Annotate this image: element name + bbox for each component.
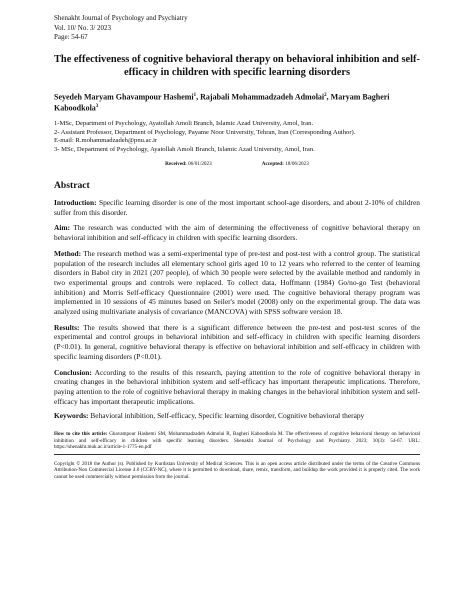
author-affiliation-number: 3 [95, 104, 99, 110]
journal-volume: Vol. 10/ No. 3/ 2023 [54, 23, 112, 32]
affiliation-3: 3- MSc, Department of Psychology, Ayatollah Amoli Branch, Islamic Azad University, Amol, Iran. [54, 146, 315, 154]
received-label: Received: [165, 161, 187, 167]
author-affiliation-number: 2 [324, 92, 327, 98]
section-label: Method: [54, 248, 82, 258]
author-separator: , [326, 92, 331, 102]
author-name: Seyedeh Maryam Ghavampour Hashemi [54, 92, 194, 102]
journal-pages: Page: 54-67 [54, 33, 88, 41]
corresponding-email: E-mail: R.mohammadzadeh@pnu.ac.ir [54, 137, 158, 145]
footer-divider [54, 454, 420, 455]
abstract-method [54, 249, 420, 317]
keywords-label: Keywords: [54, 411, 89, 421]
section-text: The results showed that there is a significant difference between the pre-test and post-test scores of the experimental and control groups in behavioral inhibition and self-efficacy in children with specific learning disorders (P<0.01). In general, cognitive behavioral therapy is effective on behavioral inhibition and self-efficacy in children with specific learning disorders (P<0.01). [54, 322, 420, 361]
section-label: Conclusion: [54, 367, 92, 377]
author-affiliation-number: 1 [193, 92, 197, 98]
article-dates [54, 161, 420, 168]
keywords-text: Behavioral inhibition, Self-efficacy, Specific learning disorder, Cognitive behavioral therapy [90, 411, 365, 421]
section-label: Introduction: [54, 198, 97, 207]
copyright-notice: Copyright © 2018 the Author (s). Published by Kurdistan University of Medical Sciences. This is an open access article distributed under the terms of the Creative Commons Attribution-Non Commercial License 4.0 (CCBY-NC), where it is permitted to download, share, remix, transform, and buildup the work provided it is properly cited. The work cannot be used commercially without permission from the journal. [54, 460, 420, 481]
author-name: Rajabali Mohammadzadeh Admolai [200, 92, 325, 102]
section-text: Specific learning disorder is one of the most important school-age disorders, and about 2-10% of children suffer from this disorder. [54, 198, 420, 217]
abstract-heading: Abstract [54, 180, 90, 191]
abstract-aim [54, 223, 420, 242]
journal-header [54, 14, 420, 43]
author-list [54, 91, 420, 114]
how-to-cite-label: How to cite this article: [54, 431, 108, 438]
received-date [165, 161, 212, 168]
abstract-conclusion [54, 368, 420, 407]
section-text: According to the results of this research, paying attention to the role of cognitive behavioral therapy in creating changes in the behavioral inhibition system and self-efficacy has important therapeutic implications. Therefore, paying attention to the role of cognitive behavioral therapy in making changes in the behavioral inhibition system and self-efficacy has important therapeutic implications. [54, 367, 420, 406]
author-name: Maryam Bagheri Kaboodkola [54, 92, 390, 113]
affiliation-2: 2- Assistant Professor, Department of Psychology, Payame Noor University, Tehran, Iran (Corresponding Author). [54, 128, 356, 136]
section-label: Results: [54, 322, 80, 332]
accepted-value: 18/06/2023 [285, 161, 309, 167]
abstract-results [54, 323, 420, 362]
author-separator: , [196, 92, 201, 102]
section-label: Aim: [54, 223, 71, 233]
accepted-label: Accepted: [261, 161, 284, 167]
accepted-date [262, 161, 309, 168]
paper-title: The effectiveness of cognitive behavioral therapy on behavioral inhibition and self-efficacy in children with specific learning disorders [54, 53, 420, 78]
keywords [54, 411, 420, 421]
section-text: The research was conducted with the aim of determining the effectiveness of cognitive behavioral therapy on behavioral inhibition and self-efficacy in children with specific learning disorders. [54, 223, 420, 243]
how-to-cite-text: Ghavampour Hashemi SM, Mohammadzadeh Admolai R, Bagheri Kaboodkola M. The effectiveness of cognitive behavioral therapy on behavioral inhibition and self-efficacy in children with specific learning disorders. Shenakht Journal of Psychology and Psychiatry. 2023; 10(3): 54-67. URL: https://shenakht.muk.ac.ir/article-1-1775-en.pdf [54, 431, 421, 451]
received-value: 06/01/2023 [188, 161, 212, 167]
section-text: The research method was a semi-experimental type of pre-test and post-test with a control group. The statistical population of the research includes all elementary school girls aged 10 to 12 years who referred to the center of learning disorders in Babol city in 2021 (207 people), of which 30 people were selected by the available method and randomly in two experimental groups and controls were replaced. To collect data, Hoffmann (1984) Go/no-go Test (behavioral inhibition) and Morris Self-efficacy Questionnaire (2001) were used. The cognitive behavioral therapy program was implemented in 10 sessions of 45 minutes based on Seiler's model (2008) only on the experimental group. The data was analyzed using multivariate analysis of covariance (MANCOVA) with SPSS software version 18. [54, 248, 421, 317]
how-to-cite [54, 431, 420, 451]
journal-name: Shenakht Journal of Psychology and Psychiatry [54, 14, 188, 22]
abstract-introduction [54, 198, 420, 217]
affiliations [54, 120, 420, 155]
affiliation-1: 1-MSc, Department of Psychology, Ayatollah Amoli Branch, Islamic Azad University, Amol, Iran. [54, 119, 314, 127]
